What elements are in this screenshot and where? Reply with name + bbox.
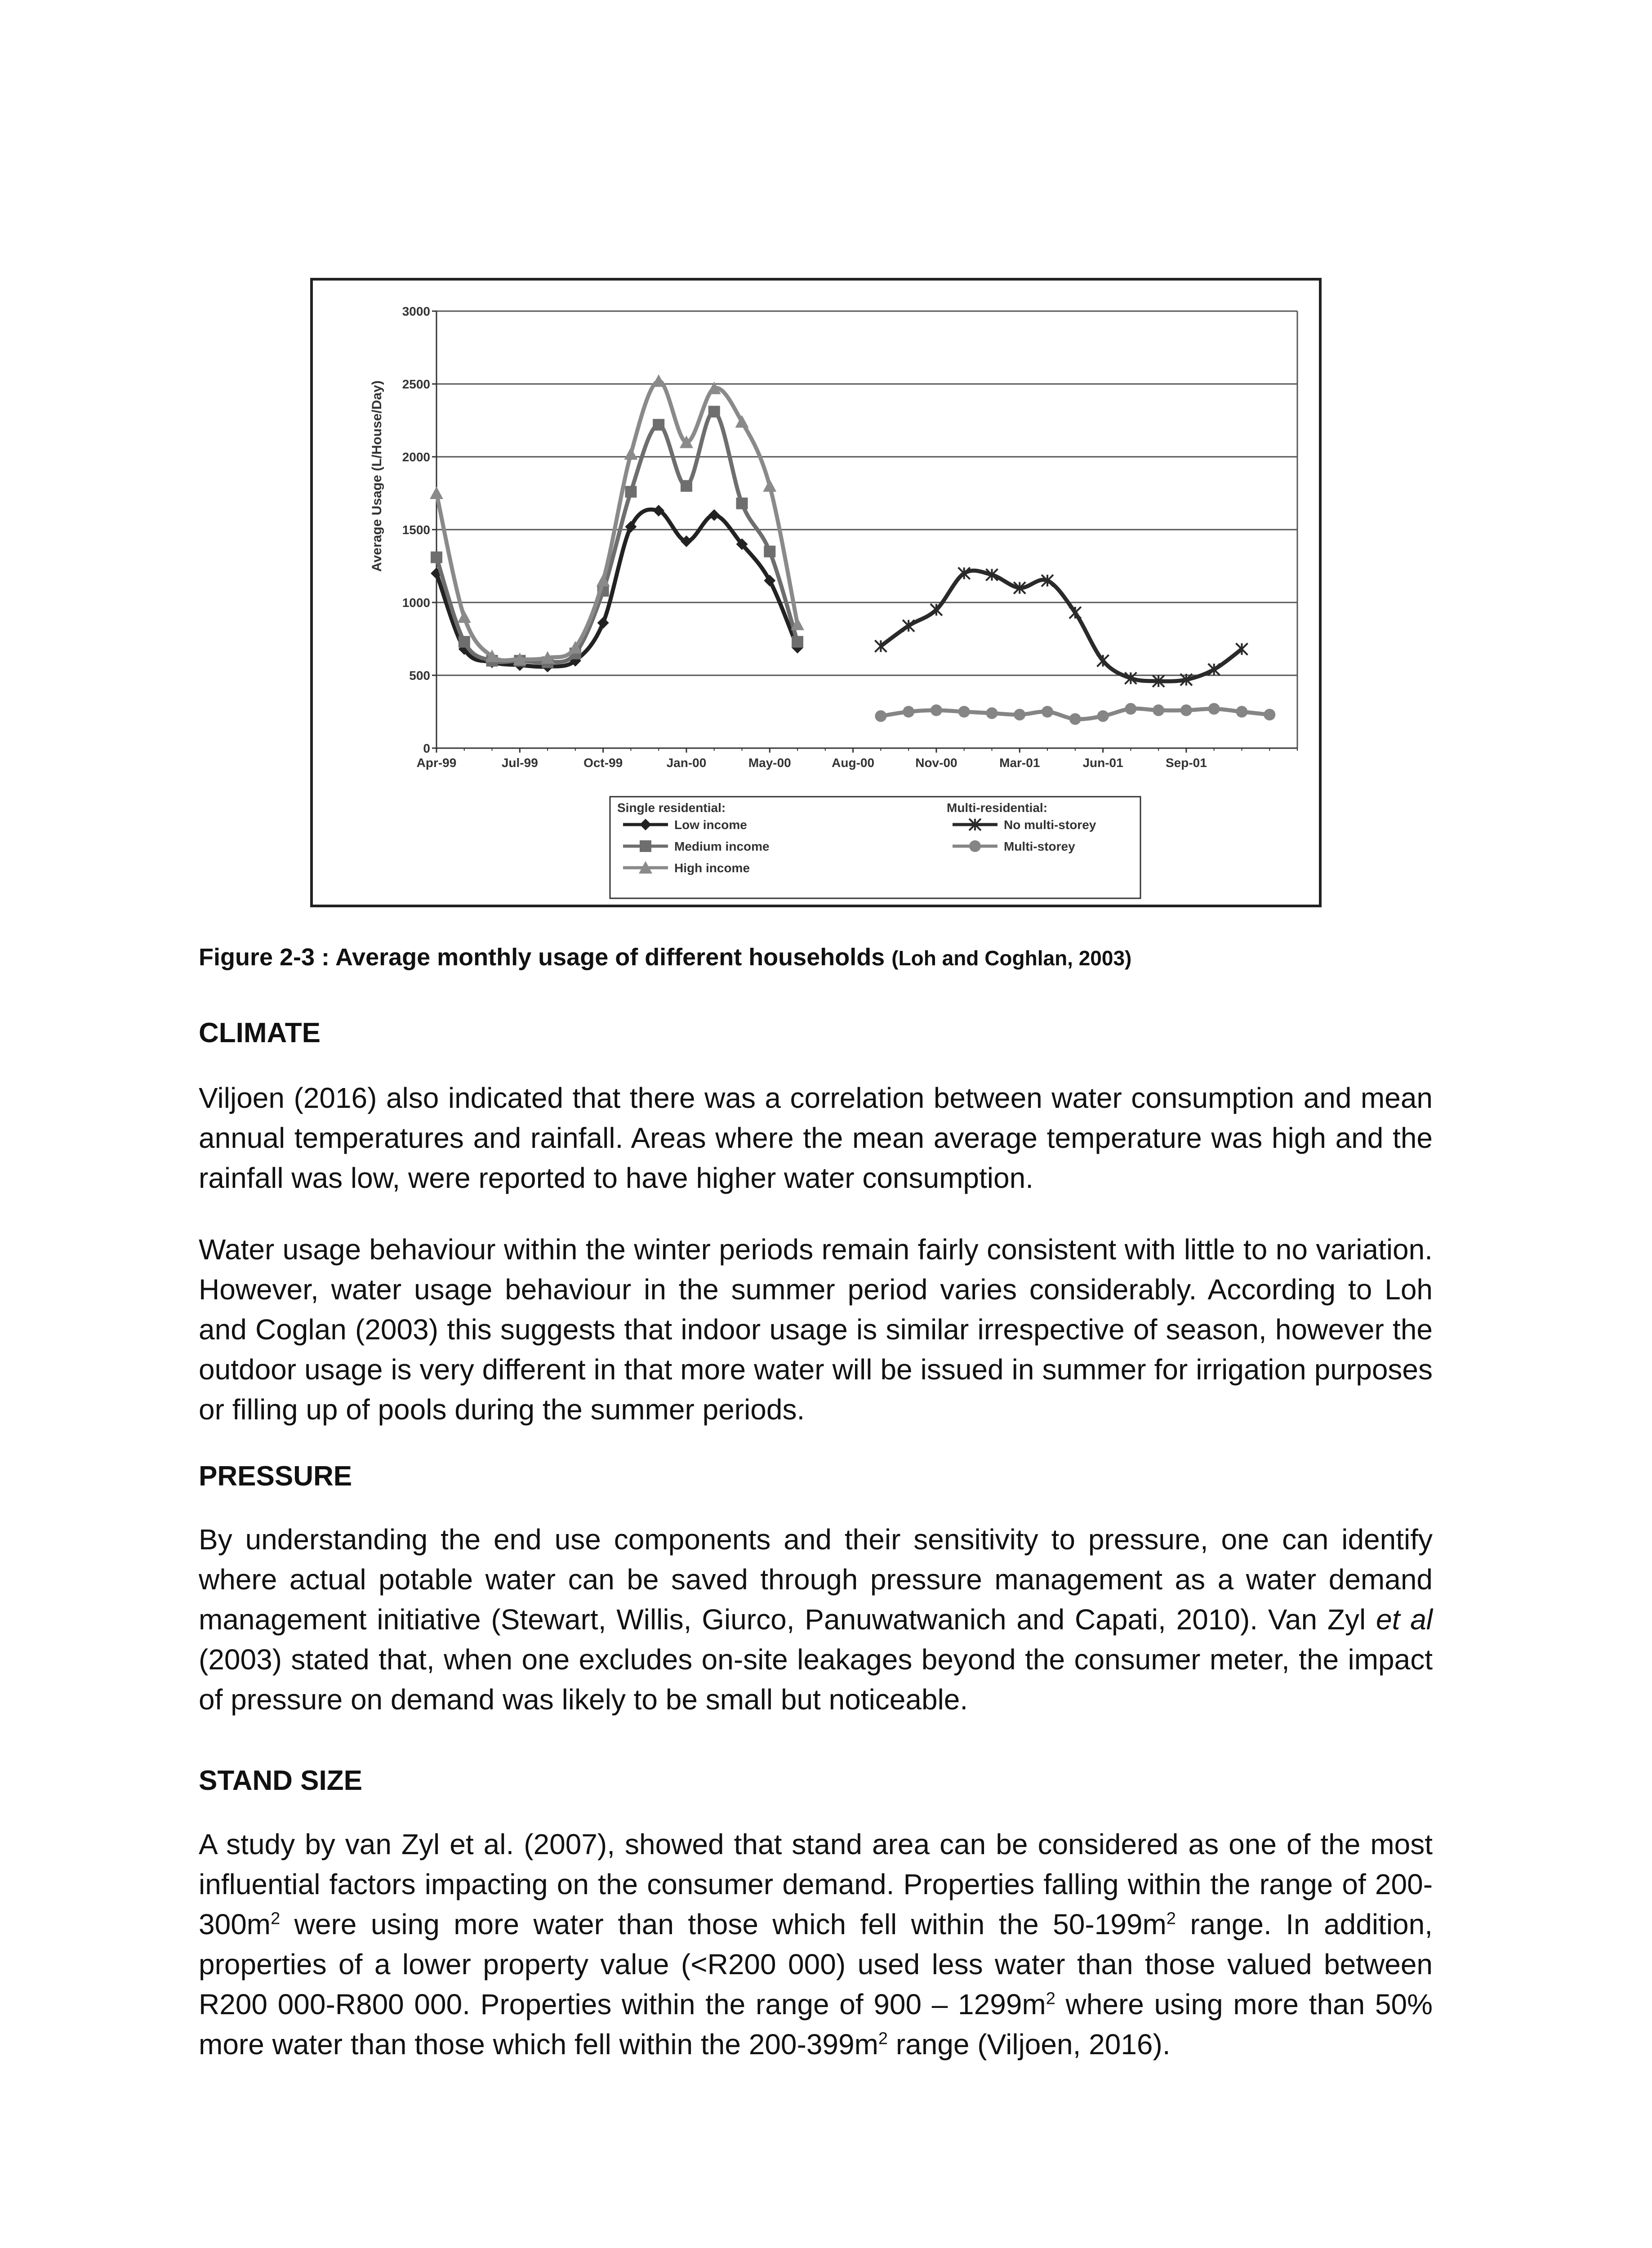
- data-point-medium-income: [681, 480, 692, 492]
- x-tick-label: Sep-01: [1165, 756, 1207, 770]
- data-point-multi-storey: [1014, 709, 1025, 720]
- y-axis-title: Average Usage (L/House/Day): [370, 380, 384, 572]
- x-tick-label: Oct-99: [583, 756, 623, 770]
- data-point-multi-storey: [1097, 710, 1109, 722]
- x-tick-label: Jun-01: [1082, 756, 1123, 770]
- series-line-medium-income: [436, 411, 797, 662]
- x-tick-label: Jul-99: [501, 756, 538, 770]
- series-line-no-multi-storey: [881, 571, 1242, 681]
- data-point-multi-storey: [1153, 705, 1164, 716]
- stand-size-text-b: were using more water than those which fell within the 50-199m: [280, 1908, 1167, 1940]
- data-point-high-income: [652, 375, 665, 387]
- data-point-medium-income: [431, 552, 442, 563]
- data-point-medium-income: [459, 636, 470, 647]
- figure-chart-frame: [310, 278, 1322, 907]
- legend-marker-medium-income: [640, 840, 651, 852]
- y-tick-label: 1000: [402, 596, 430, 610]
- climate-paragraph-1: Viljoen (2016) also indicated that there was a correlation between water consumption and mean annual temperatures and rainfall. Areas where the mean average temperature was high and the rainfall was low, were reported to have higher water consumption.: [199, 1082, 1433, 1194]
- stand-size-text-d: where using more than 50% more water than those which fell within the 200-399m: [199, 1988, 1433, 2061]
- data-point-multi-storey: [1264, 709, 1275, 720]
- figure-caption-citation: (Loh and Coghlan, 2003): [891, 946, 1132, 970]
- x-tick-label: Jan-00: [666, 756, 707, 770]
- pressure-text-italic: et al: [1376, 1603, 1433, 1636]
- data-point-high-income: [763, 479, 776, 492]
- pressure-paragraph: [199, 1520, 1433, 1720]
- x-tick-label: Aug-00: [832, 756, 875, 770]
- superscript-2: 2: [1166, 1909, 1176, 1928]
- stand-size-text-c: range. In addition, properties of a lower property value (<R200 000) used less water than those valued between R200 000-R800 000. Properties within the range of 900 – 1299m: [199, 1908, 1433, 2021]
- y-tick-label: 3000: [402, 304, 430, 318]
- legend-label-high-income: High income: [674, 861, 750, 875]
- data-point-medium-income: [792, 636, 803, 647]
- usage-line-chart: [313, 281, 1319, 905]
- pressure-text-2: (2003) stated that, when one excludes on-site leakages beyond the consumer meter, the impact of pressure on demand was likely to be small but noticeable.: [199, 1643, 1433, 1716]
- pressure-text-1: By understanding the end use components and their sensitivity to pressure, one can identify where actual potable water can be saved through pressure management as a water demand management initiative (Stewart, Willis, Giurco, Panuwatwanich and Capati, 2010). Van Zyl: [199, 1523, 1433, 1636]
- legend-label-no-multi-storey: No multi-storey: [1004, 818, 1096, 832]
- stand-size-text-e: range (Viljoen, 2016).: [888, 2028, 1171, 2061]
- superscript-2: 2: [271, 1909, 281, 1928]
- heading-climate: CLIMATE: [199, 1017, 321, 1048]
- stand-size-paragraph: [199, 1824, 1433, 2065]
- data-point-multi-storey: [903, 706, 914, 718]
- figure-caption: [199, 943, 1131, 971]
- x-tick-label: May-00: [748, 756, 791, 770]
- data-point-low-income: [597, 617, 609, 629]
- legend-label-multi-storey: Multi-storey: [1004, 839, 1075, 853]
- heading-pressure: PRESSURE: [199, 1461, 352, 1492]
- data-point-multi-storey: [875, 710, 886, 722]
- chart-legend: [610, 797, 1140, 898]
- superscript-2: 2: [1046, 1989, 1055, 2008]
- data-point-no-multi-storey: [875, 640, 886, 652]
- data-point-multi-storey: [1208, 703, 1220, 715]
- data-point-no-multi-storey: [1236, 643, 1247, 655]
- y-tick-label: 500: [409, 669, 430, 682]
- data-point-no-multi-storey: [931, 604, 942, 616]
- data-point-no-multi-storey: [903, 620, 914, 632]
- superscript-2: 2: [878, 2029, 888, 2048]
- data-point-multi-storey: [1069, 713, 1081, 725]
- y-tick-label: 2500: [402, 377, 430, 391]
- heading-stand-size: STAND SIZE: [199, 1765, 362, 1796]
- data-point-multi-storey: [1180, 705, 1192, 716]
- legend-multi-heading: Multi-residential:: [947, 801, 1048, 815]
- data-point-medium-income: [708, 406, 720, 418]
- data-point-low-income: [708, 509, 720, 521]
- data-point-medium-income: [764, 546, 775, 558]
- x-tick-label: Apr-99: [416, 756, 457, 770]
- data-point-multi-storey: [986, 707, 997, 719]
- y-tick-label: 0: [423, 741, 430, 755]
- series-line-low-income: [436, 509, 797, 667]
- stand-size-text-a: A study by van Zyl et al. (2007), showed that stand area can be considered as one of the most influential factors impacting on the consumer demand. Properties falling within the range of 200-300m: [199, 1828, 1433, 1940]
- legend-marker-multi-storey: [969, 840, 981, 852]
- data-point-multi-storey: [1236, 706, 1247, 718]
- legend-label-low-income: Low income: [674, 818, 747, 832]
- legend-label-medium-income: Medium income: [674, 839, 770, 853]
- data-point-no-multi-storey: [1069, 607, 1081, 619]
- legend-single-heading: Single residential:: [617, 801, 726, 815]
- x-tick-label: Mar-01: [999, 756, 1040, 770]
- data-point-multi-storey: [1042, 706, 1053, 718]
- data-point-high-income: [624, 447, 637, 460]
- x-tick-label: Nov-00: [915, 756, 957, 770]
- figure-caption-title: Figure 2-3 : Average monthly usage of different households: [199, 944, 885, 971]
- data-point-medium-income: [653, 419, 664, 431]
- data-point-medium-income: [625, 486, 637, 498]
- data-point-medium-income: [736, 498, 748, 509]
- y-tick-label: 2000: [402, 450, 430, 464]
- data-point-multi-storey: [931, 705, 942, 716]
- climate-paragraph-2: Water usage behaviour within the winter periods remain fairly consistent with little to no variation. However, water usage behaviour in the summer period varies considerably. According to Loh and Coglan (2003) this suggests that indoor usage is similar irrespective of season, however the outdoor usage is very different in that more water will be issued in summer for irrigation purposes or filling up of pools during the summer periods.: [199, 1233, 1433, 1426]
- y-tick-label: 1500: [402, 523, 430, 537]
- data-point-multi-storey: [958, 706, 970, 718]
- data-point-high-income: [458, 610, 471, 623]
- data-point-multi-storey: [1125, 703, 1136, 715]
- data-point-high-income: [430, 486, 443, 499]
- data-point-no-multi-storey: [1097, 655, 1109, 667]
